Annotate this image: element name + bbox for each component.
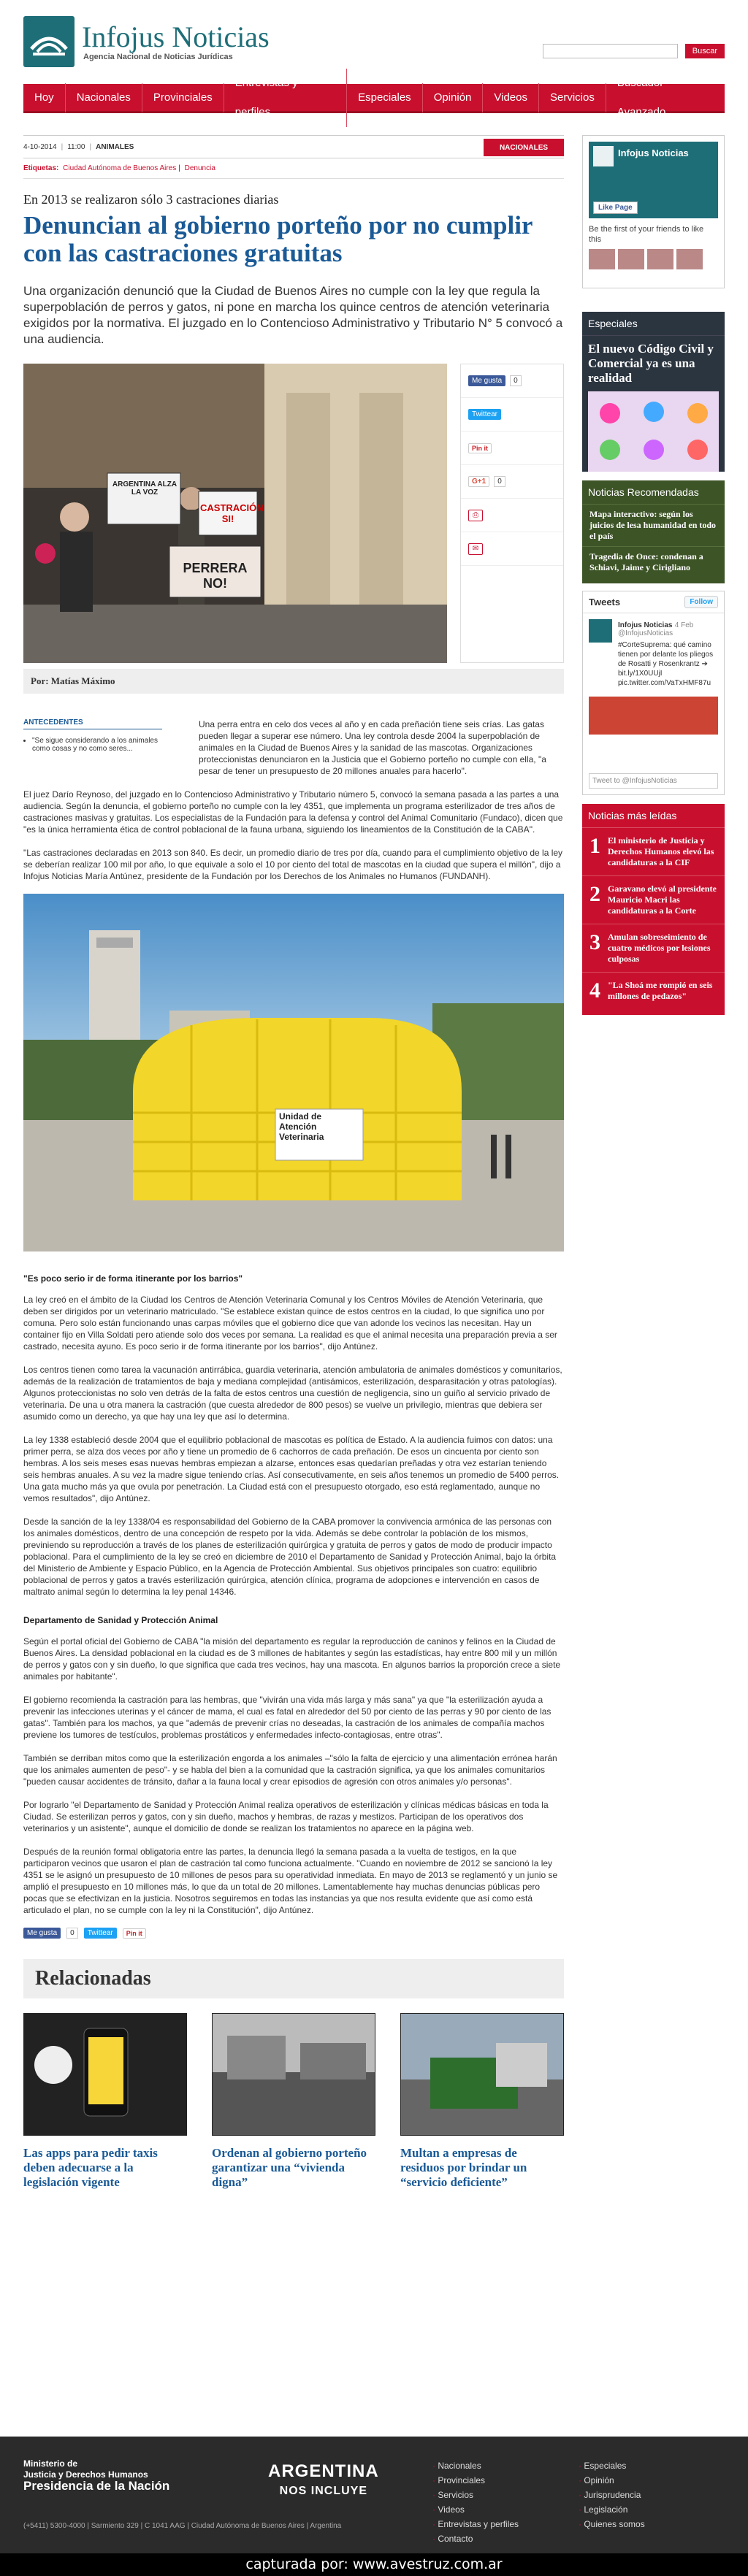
capture-credit: capturada por: www.avestruz.com.ar [0, 2553, 748, 2576]
facebook-count: 0 [510, 375, 522, 386]
related-image [212, 2013, 375, 2136]
article-paragraph: Desde la sanción de la ley 1338/04 es responsabilidad del Gobierno de la CABA promover la convivencia armónica de las personas con los animales domésticos, dentro de una concepción de respeto por la vida. Además se debe controlar la población de los mismos, previniendo su reproducción a través de los planes de esterilización quirúrgica y gratuita de perros y gatos de modo de producir impacto poblacional. Para el cumplimiento de la ley se creó en diciembre de 2010 el Departamento de Sanidad y Protección Animal, bajo la órbita del Ministerio de Ambiente y Espacio Público, en la Agencia de Protección Ambiental. Sus objetivos principales son cuatro: equilibrio poblacional de perros y gatos a través esterilización quirúrgica, atención clínica, programa de adopciones e intervención en casos de maltrato animal según lo determina la ley penal 14346. [23, 1517, 557, 1597]
main-nav [23, 76, 725, 118]
article-subhead: Departamento de Sanidad y Protección Animal [23, 1615, 218, 1625]
protest-sign: ARGENTINA ALZA LA VOZ [112, 480, 178, 497]
article-section[interactable]: ANIMALES [96, 142, 134, 151]
article-paragraph: Una perra entra en celo dos veces al año y en cada preñación tiene seis crías. Las gatas pueden llegar a superar ese número. Una ley controla desde 2004 la superpoblación de animales en la Ciudad de Buenos Aires y la sanidad de las mascotas. Organizaciones proteccionistas denunciaron en la Justicia que el Gobierno porteño no cumple con ella, "a pesar de tener un presupuesto de 20 millones anuales para hacerlo". [199, 719, 546, 776]
argentina-logo [268, 2461, 379, 2498]
rank-number: 4 [589, 978, 600, 1003]
ministry-line: Ministerio de [23, 2458, 78, 2469]
facebook-page-name[interactable]: Infojus Noticias [618, 147, 689, 158]
search-button[interactable]: Buscar [685, 44, 725, 58]
article-paragraph: También se derriban mitos como que la esterilización engorda a los animales –"sólo la falta de ejercicio y una alimentación errónea harán que los animales aumenten de peso"- y se habla del bien a la comunidad que la castración significa, ya que los animales comunitarios "pueden causar accidentes de tránsito, dañar a la fauna local y crear episodios de agresión con otros animales y/o personas". [23, 1753, 557, 1787]
footer-link[interactable]: · Servicios [432, 2488, 519, 2502]
tweet-author[interactable]: Infojus Noticias [618, 621, 673, 629]
article-paragraph: "Las castraciones declaradas en 2013 son 840. Es decir, un promedio diario de tres por día, cuando para el cumplimiento objetivo de la ley se deberían realizar 100 mil por año, lo que equivale a solo el 10 por ciento del total de mascotas en la ciudad que supera el millón", dijo a Infojus Noticias María Antúnez, presidente de la Fundación por los Derechos de los Animales no Humanos (FUNDANH). [23, 848, 563, 881]
antecedentes-box [23, 718, 162, 753]
nav-hoy[interactable]: Hoy [23, 83, 66, 112]
twitter-widget [582, 591, 725, 795]
mas-leidas-item[interactable] [582, 875, 725, 924]
article-lead: Una organización denunció que la Ciudad de Buenos Aires no cumple con la ley que regula la superpoblación de perros y gatos, ni pone en marcha los quince centros de atención veterinaria exigidos por la normativa. El juzgado en lo Contencioso Administrativo y Tributario N° 5 convocó a una audiencia. [23, 284, 563, 346]
share-panel [460, 364, 564, 663]
article-paragraph: El juez Darío Reynoso, del juzgado en lo Contencioso Administrativo y Tributario número 5, convocó la semana pasada a las partes a una audiencia. Según la denuncia, el gobierno porteño no cumple con la ley 4351, que implementa un programa esterilizador de tres años de castraciones masivas y gratuitas. Los especialistas de la Fundación para la defensa y control del Animal Comunitario (Fundaco), dicen que "es la única herramienta ética de control poblacional de la fauna urbana, siguiendo los lineamientos de la Constitución de la CABA". [23, 789, 563, 835]
rank-number: 1 [589, 834, 600, 858]
protest-sign: CASTRACIÓN SI! [200, 502, 264, 524]
related-image [23, 2013, 187, 2136]
footer-link[interactable]: · Quienes somos [579, 2517, 645, 2531]
mas-leidas-item[interactable] [582, 972, 725, 1009]
mas-leidas-text[interactable]: "La Shoá me rompió en seis millones de pedazos" [608, 980, 713, 1001]
sidebar [582, 135, 725, 1015]
facebook-text: Be the first of your friends to like this [589, 225, 704, 244]
twitter-avatar [589, 619, 612, 643]
related-title[interactable]: Las apps para pedir taxis deben adecuarse a la legislación vigente [23, 2146, 158, 2189]
facebook-like-button[interactable]: Me gusta [468, 375, 505, 386]
site-header [23, 0, 725, 84]
recomendadas-box [582, 480, 725, 583]
facebook-faces [589, 249, 718, 269]
footer-link[interactable]: · Contacto [432, 2531, 519, 2546]
tweets-title: Tweets [589, 597, 621, 607]
pinterest-button[interactable]: Pin it [123, 1928, 146, 1939]
tweet-button[interactable]: Twittear [468, 409, 501, 420]
footer-link[interactable]: · Provinciales [432, 2473, 519, 2488]
mas-leidas-box [582, 804, 725, 1015]
google-plus-button[interactable]: G+1 [468, 476, 489, 487]
related-item[interactable] [400, 2013, 564, 2190]
print-icon[interactable]: ⎙ [468, 510, 483, 521]
article-paragraph: Después de la reunión formal obligatoria entre las partes, la denuncia llegó la semana pasada a la vuelta de testigos, en la que participaron vecinos que usaron el plan de castración tal como funciona actualmente. "Cuando en noviembre de 2012 se sancionó la ley 4351 se le asignó un presupuesto de 10 millones de pesos para su operatividad inmediata. En mayo de 2013 se reglamentó y un junio se amplió el presupuesto en 10 millones más, lo que da un total de 20 millones. Lamentablemente hay muchas denuncias públicas pero pocas que se efectivizan en la justicia. Nosotros seguiremos en todas las instancias ya que nos resulta evidente que así como está articulado el plan, no se cumple con la ley ni la Constitución", dijo Antúnez. [23, 1847, 558, 1915]
article-paragraph: Los centros tienen como tarea la vacunación antirrábica, guardia veterinaria, atención ambulatoria de animales domésticos y comunitarios, además de la realización de tratamientos de baja y mediana complejidad (antisámicos, esterilización, desparasitación y otras patologías). Algunos proteccionistas no solo ven detrás de la falta de estos centros una cuestión de negligencia, sino un guiño al servicio privado de veterinaria. De una u otra manera la castración (que cuesta alrededor de 800 pesos) se vuelve un privilegio, mientras que debiera ser asumido como un derecho, ya que hay una ley que así lo determina. [23, 1365, 562, 1422]
footer-link[interactable]: · Entrevistas y perfiles [432, 2517, 519, 2531]
antecedentes-link[interactable]: • "Se sigue considerando a los animales como cosas y no como seres... [32, 737, 162, 753]
protest-sign: PERRERA NO! [183, 561, 248, 591]
relacionadas-header: Relacionadas [23, 1959, 564, 1998]
mas-leidas-text[interactable]: Amulan sobreseimiento de cuatro médicos por lesiones culposas [608, 932, 711, 964]
footer-link[interactable]: · Jurisprudencia [579, 2488, 645, 2502]
tweet-input[interactable]: Tweet to @InfojusNoticias [589, 773, 718, 789]
nav-buscador[interactable]: Buscador Avanzado [617, 76, 666, 118]
mas-leidas-title: Noticias más leídas [588, 810, 677, 821]
nav-provinciales[interactable]: Provinciales [142, 83, 224, 112]
tweet-button[interactable]: Twittear [84, 1928, 117, 1939]
article-time: 11:00 [67, 142, 85, 151]
article-date: 4-10-2014 [23, 142, 57, 151]
related-item[interactable] [23, 2013, 187, 2190]
ministry-line: Presidencia de la Nación [23, 2479, 170, 2493]
facebook-like-page-button[interactable]: Like Page [593, 202, 638, 214]
especiales-box[interactable] [582, 312, 725, 472]
argentina-line: NOS INCLUYE [279, 2485, 367, 2497]
argentina-line: ARGENTINA [268, 2461, 379, 2481]
logo-title-b: Noticias [172, 20, 270, 53]
rank-number: 3 [589, 930, 600, 954]
related-title[interactable]: Multan a empresas de residuos por brindar un “servicio deficiente” [400, 2146, 527, 2189]
nav-nacionales[interactable]: Nacionales [66, 83, 142, 112]
nav-opinion[interactable]: Opinión [423, 83, 484, 112]
share-bottom [23, 1928, 564, 1939]
antecedentes-title: ANTECEDENTES [23, 718, 162, 729]
logo-icon [23, 16, 75, 67]
footer-link[interactable]: · Opinión [579, 2473, 645, 2488]
vet-unit-label: Unidad de Atención Veterinaria [279, 1111, 324, 1142]
article-headline: Denuncian al gobierno porteño por no cumplir con las castraciones gratuitas [23, 211, 533, 267]
logo-subtitle: Agencia Nacional de Noticias Jurídicas [83, 53, 233, 61]
footer-link[interactable]: · Videos [432, 2502, 519, 2517]
facebook-cover [589, 142, 718, 218]
footer-links-1 [432, 2458, 519, 2546]
category-badge[interactable]: NACIONALES [484, 139, 564, 156]
search-form [543, 44, 725, 58]
vet-unit-photo [23, 894, 564, 1251]
tag-link[interactable]: Ciudad Autónoma de Buenos Aires [63, 164, 177, 172]
article-meta: 4-10-2014 | 11:00 | ANIMALES NACIONALES [23, 135, 564, 158]
especiales-headline[interactable]: El nuevo Código Civil y Comercial ya es una realidad [588, 342, 714, 385]
footer-link[interactable]: · Nacionales [432, 2458, 519, 2473]
article-paragraph: La ley creó en el ámbito de la Ciudad los Centros de Atención Veterinaria Comunal y los Centros Móviles de Atención Veterinaria, que deben ser dirigidos por un veterinario matriculado. "Se establece existan quince de estos centros en la ciudad, lo que significa uno por comuna. Pero solo están funcionando unas carpas móviles que el gobierno dice que van adonde los vecinos las necesitan. Hay un container fijo en Villa Soldati pero atiende solo dos veces por semana. La realidad es que el animal necesita una preparación previa a ser castrado, necesita ayuno. Es poco serio ir de forma itinerante por los barrios", dijo Antúnez. [23, 1295, 557, 1352]
ministry-line: Justicia y Derechos Humanos [23, 2469, 148, 2480]
nav-entrevistas[interactable]: Entrevistas y perfiles [224, 69, 347, 127]
article-subhead: "Es poco serio ir de forma itinerante por los barrios" [23, 1273, 243, 1284]
article-paragraph: El gobierno recomienda la castración para las hembras, que "vivirán una vida más larga y más sana" ya que "la esterilización ayuda a prevenir las infecciones uterinas y el cáncer de mama, el cual es fatal en alrededor del 50 por ciento de las perras y 90 por ciento de las gatas". También para los machos, ya que "además de prevenir crías no deseadas, la castración de los animales de compañía machos previene los tumores de testículos, problemas prostáticos y enfermedades infecto-contagiosas, entre otras". [23, 1695, 552, 1740]
article-paragraph: Por lograrlo "el Departamento de Sanidad y Protección Animal realiza operativos de esterilización y clínicas médicas básicas en toda la Ciudad. Se esterilizan perros y gatos, con y sin dueño, machos y hembras, de razas y mestizos. Participan de los operativos dos veterinarios y un asistente", aunque el domicilio de donde se realizan los tratamientos no aparece en la página web. [23, 1800, 549, 1833]
footer-links-2 [579, 2458, 645, 2531]
recomendada-item[interactable]: Mapa interactivo: según los juicios de lesa humanidad en todo el país [582, 504, 725, 546]
article-kicker: En 2013 se realizaron sólo 3 castraciones diarias [23, 192, 279, 207]
tweet-date: 4 Feb [674, 621, 694, 629]
footer-link[interactable]: · Legislación [579, 2502, 645, 2517]
tags-row: Etiquetas: Ciudad Autónoma de Buenos Aires | Denuncia [23, 158, 564, 179]
twitter-follow-button[interactable]: Follow [684, 596, 718, 608]
related-image [400, 2013, 564, 2136]
tweet-image [589, 697, 718, 735]
article-column [23, 135, 564, 2190]
mas-leidas-item[interactable] [582, 827, 725, 875]
article-byline: Por: Matías Máximo [23, 669, 564, 694]
logo-title-a: Infojus [82, 20, 165, 53]
facebook-like-button[interactable]: Me gusta [23, 1928, 61, 1939]
nav-videos[interactable]: Videos [483, 83, 539, 112]
related-item[interactable] [212, 2013, 375, 2190]
google-plus-count: 0 [494, 476, 505, 487]
site-footer [0, 2437, 748, 2553]
protest-photo [23, 364, 447, 663]
facebook-count: 0 [66, 1928, 78, 1939]
search-input[interactable] [543, 44, 678, 58]
tweet-text: #CorteSuprema: qué camino tienen por delante los pliegos de Rosatti y Rosenkrantz ➔ bit.ly/1X0UUjI pic.twitter.com/VaTxHMF87u [618, 641, 714, 687]
footer-address: (+5411) 5300-4000 | Sarmiento 329 | C 1041 AAG | Ciudad Autónoma de Buenos Aires | Argentina [23, 2522, 342, 2530]
especiales-image [588, 391, 719, 472]
related-grid [23, 2013, 564, 2190]
related-title[interactable]: Ordenan al gobierno porteño garantizar una “vivienda digna” [212, 2146, 367, 2189]
nav-especiales[interactable]: Especiales [347, 83, 423, 112]
pinterest-button[interactable]: Pin it [468, 443, 492, 453]
mas-leidas-text[interactable]: Garavano elevó al presidente Mauricio Macri las candidaturas a la Corte [608, 883, 717, 916]
ministry-logo[interactable] [23, 2458, 169, 2491]
site-logo[interactable] [23, 16, 270, 67]
nav-servicios[interactable]: Servicios [539, 83, 606, 112]
footer-link[interactable]: · Especiales [579, 2458, 645, 2473]
tags-label: Etiquetas: [23, 164, 59, 172]
article-paragraph: Según el portal oficial del Gobierno de CABA "la misión del departamento es regular la reproducción de caninos y felinos en la Ciudad de Buenos Aires. La densidad poblacional en la ciudad es de 3 millones de habitantes y según las estadísticas, hay entre 800 mil y un millón de perros y gatos con y sin dueño, lo que significa que cada tres vecinos, hay una mascota. En algunos barrios la proporción crece a siete animales por habitante". [23, 1636, 561, 1682]
rank-number: 2 [589, 882, 600, 906]
especiales-title: Especiales [582, 312, 725, 336]
recomendadas-title: Noticias Recomendadas [588, 486, 699, 498]
article-paragraph: La ley 1338 estableció desde 2004 que el equilibrio poblacional de mascotas es política de Estado. A la audiencia fuimos con datos: una primer perra, se alza dos veces por año y tiene un promedio de 6 cachorros de cada preñación. De esos un cincuenta por ciento son hembras. A los seis meses esas nuevas hembras empiezan a alzarse, entonces esas quedarían preñadas y otra vez estarían teniendo seis hembras anuales. A su vez la madre sigue teniendo crías. Así consecutivamente, en seis años tenemos un promedio de 5400 perros. Una gata mucho más ya que ovula por penetración. La Ciudad está con el presupuesto otorgado, eso está reglamentado, aunque no vemos resultados", dijo Antúnez. [23, 1435, 560, 1503]
facebook-widget [582, 135, 725, 288]
tag-link[interactable]: Denuncia [184, 164, 215, 172]
tweet-handle: @InfojusNoticias [618, 629, 673, 637]
mas-leidas-text[interactable]: El ministerio de Justicia y Derechos Humanos elevó las candidaturas a la CIF [608, 835, 714, 867]
mail-icon[interactable]: ✉ [468, 543, 483, 555]
mas-leidas-item[interactable] [582, 924, 725, 972]
recomendada-item[interactable]: Tragedia de Once: condenan a Schiavi, Jaime y Cirigliano [582, 546, 725, 578]
